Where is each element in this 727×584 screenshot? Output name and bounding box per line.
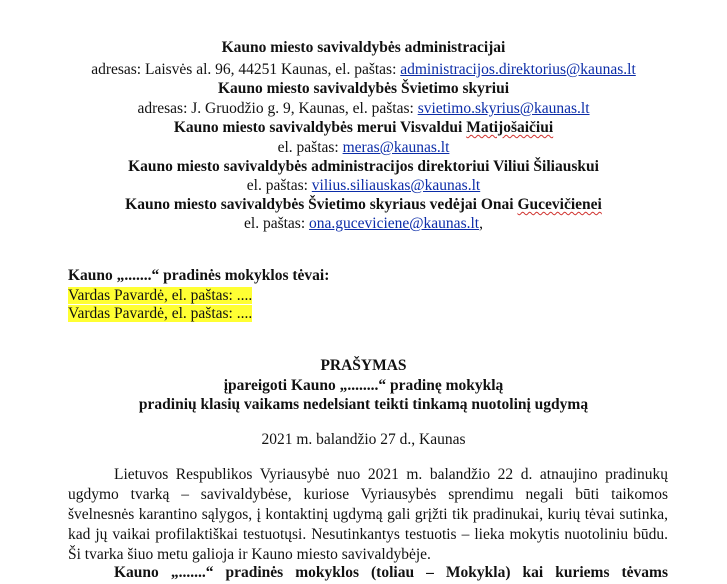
body-p2-line-1-text: Kauno „.......“ pradinės mokyklos (toliau – Mokykla) kai kuriems tėvams: [114, 564, 668, 581]
request-subtitle-1: [0, 376, 727, 396]
sender-heading-text: Kauno „.......“ pradinės mokyklos tėvai:: [68, 267, 330, 284]
request-title-text: PRAŠYMAS: [320, 357, 407, 374]
request-title: [0, 356, 727, 376]
recipient-3-email-link[interactable]: meras@kaunas.lt: [342, 139, 450, 156]
body-p1-line-5-text: Ši tvarka šiuo metu galioja ir Kauno miesto savivaldybėje.: [68, 546, 431, 563]
recipient-1-address-text: adresas: Laisvės al. 96, 44251 Kaunas, el. paštas:: [91, 61, 401, 78]
recipient-2-address-text: adresas: J. Gruodžio g. 9, Kaunas, el. paštas:: [137, 100, 418, 117]
body-p1-line-3: [68, 505, 668, 526]
recipient-1-title-text: Kauno miesto savivaldybės administracijai: [221, 39, 506, 56]
recipient-5-address-text: el. paštas:: [244, 215, 310, 232]
recipient-3-address-text: el. paštas:: [277, 139, 343, 156]
sender-line-2: [68, 304, 252, 324]
recipient-1-title: [0, 38, 727, 58]
recipient-2-address: [0, 99, 727, 119]
recipient-2-title-text: Kauno miesto savivaldybės Švietimo skyriui: [217, 80, 510, 97]
recipient-4-address-text: el. paštas:: [246, 177, 312, 194]
recipient-2-title: [0, 79, 727, 99]
recipient-3-surname: Matijošaičiui: [466, 119, 554, 136]
body-p1-line-3-text: švelnesnės karantino sąlygos, į kontaktinį ugdymą gali grįžti tik pradinukai, kurių tėvai sutinka,: [68, 506, 668, 523]
recipient-5-title-text: Kauno miesto savivaldybės Švietimo skyriaus vedėjai Onai: [125, 196, 518, 213]
sender-heading: [68, 266, 329, 286]
request-subtitle-2: [0, 395, 727, 415]
sender-line-2-text: Vardas Pavardė, el. paštas: ....: [68, 305, 253, 322]
recipient-5-address-suffix: ,: [479, 215, 483, 232]
recipient-5-surname: Gucevičienei: [517, 196, 602, 213]
recipient-3-address: [0, 138, 727, 158]
recipient-5-email-link[interactable]: ona.guceviciene@kaunas.lt: [309, 215, 480, 232]
body-p1-line-1-text: Lietuvos Respublikos Vyriausybė nuo 2021 m. balandžio 22 d. atnaujino pradinukų: [114, 466, 668, 483]
recipient-2-email-link[interactable]: svietimo.skyrius@kaunas.lt: [417, 100, 590, 117]
request-subtitle-2-text: pradinių klasių vaikams nedelsiant teikti tinkamą nuotolinį ugdymą: [138, 396, 589, 413]
sender-line-1: [68, 286, 252, 306]
sender-line-1-text: Vardas Pavardė, el. paštas: ....: [68, 287, 253, 304]
recipient-5-title: [0, 195, 727, 215]
recipient-4-title: [0, 157, 727, 177]
request-subtitle-1-text: įpareigoti Kauno „........“ pradinę mokyklą: [223, 377, 504, 394]
recipient-1-address: [0, 60, 727, 80]
body-p1-line-4-text: kad jų vaikai profilaktiškai testuotųsi. Nesutinkantys testuotis – lieka mokytis nuotoliniu būdu.: [68, 526, 668, 543]
body-p1-line-2-text: ugdymo tvarką – savivaldybėse, kuriose Vyriausybės sprendimu negali būti taikomos: [68, 486, 668, 503]
date-line-text: 2021 m. balandžio 27 d., Kaunas: [261, 431, 466, 448]
recipient-1-email-link[interactable]: administracijos.direktorius@kaunas.lt: [400, 61, 636, 78]
recipient-3-title: [0, 118, 727, 138]
recipient-3-title-text: Kauno miesto savivaldybės merui Visvaldui: [173, 119, 467, 136]
recipient-4-title-text: Kauno miesto savivaldybės administracijos direktoriui Viliui Šiliauskui: [128, 158, 599, 175]
recipient-4-email-link[interactable]: vilius.siliauskas@kaunas.lt: [311, 177, 481, 194]
body-p1-line-2: [68, 485, 668, 506]
body-p1-line-4: [68, 525, 668, 546]
recipient-4-address: [0, 176, 727, 196]
body-p1-line-1: [114, 465, 668, 486]
date-line: [0, 430, 727, 450]
recipient-5-address: [0, 214, 727, 234]
body-p2-line-1: [114, 563, 668, 584]
